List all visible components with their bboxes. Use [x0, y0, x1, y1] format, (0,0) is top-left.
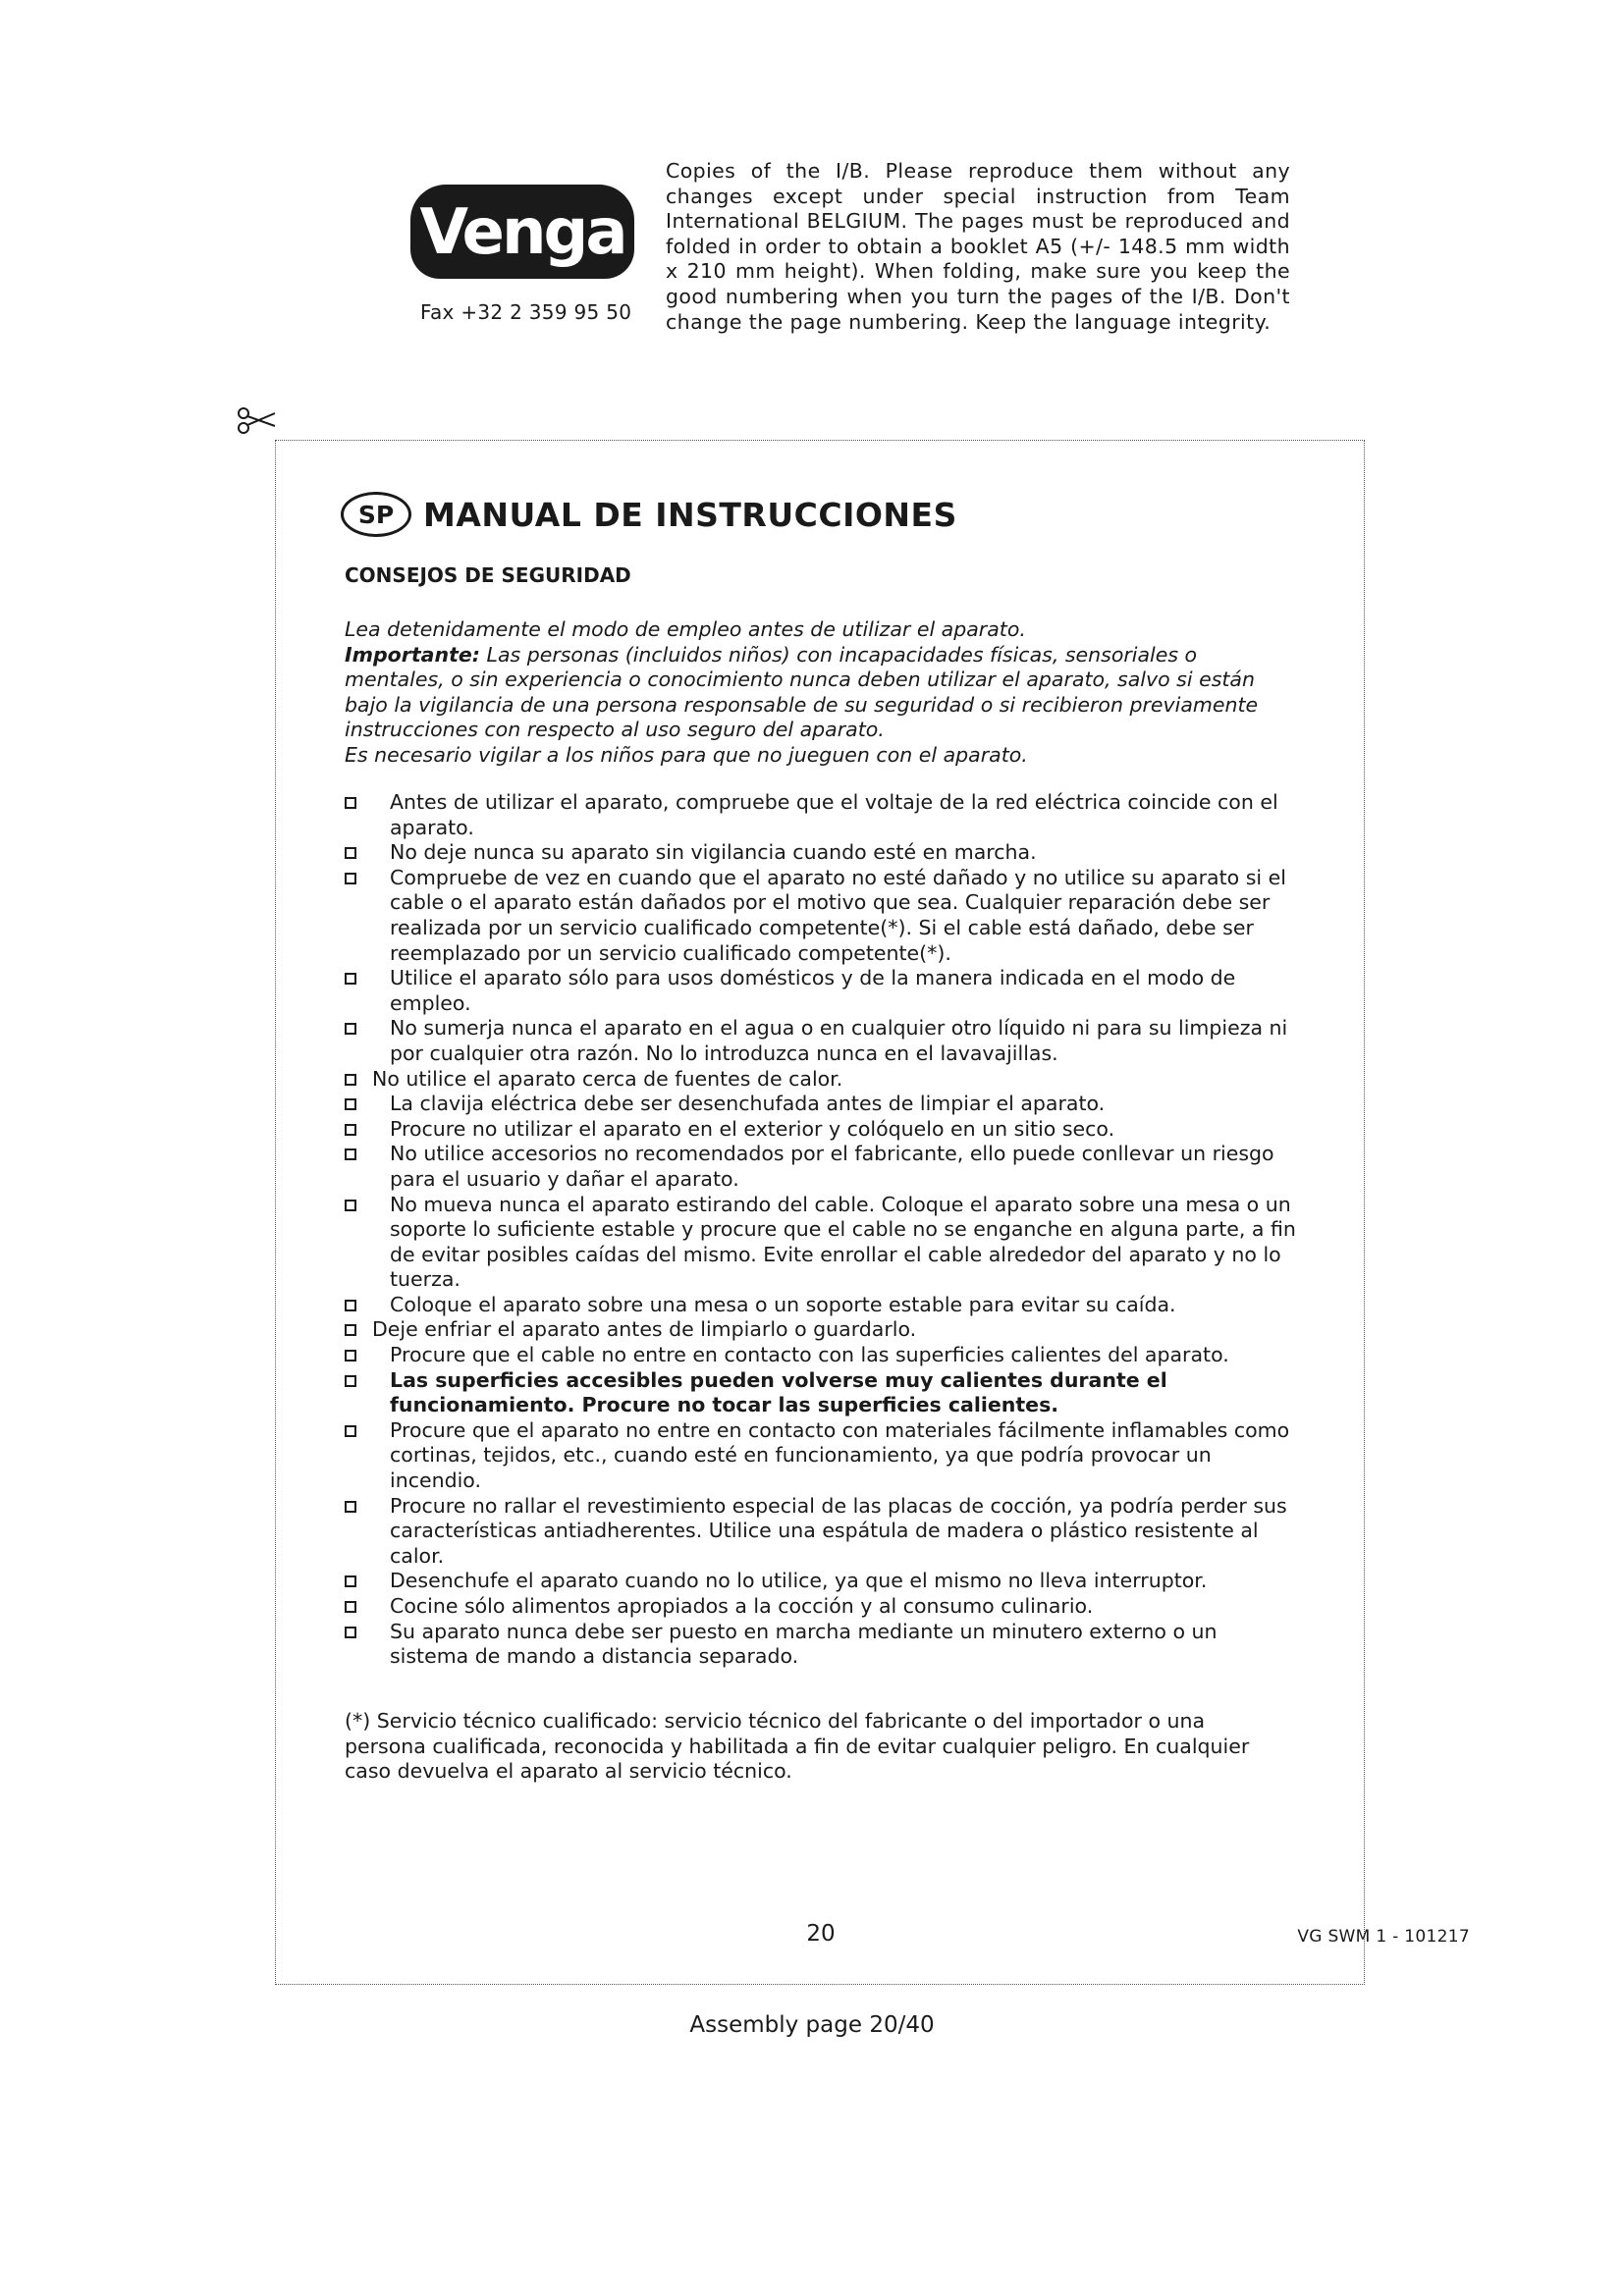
- rule-text: No sumerja nunca el aparato en el agua o en cualquier otro líquido ni para su limpieza ni por cualquier otra razón. No lo introduzca nunca en el lavavajillas.: [390, 1016, 1288, 1065]
- checkbox-icon: [345, 1023, 356, 1035]
- checkbox-icon: [345, 1501, 356, 1513]
- checkbox-icon: [345, 1148, 356, 1160]
- checkbox-icon: [345, 1375, 356, 1387]
- rule-text: Desenchufe el aparato cuando no lo utilice, ya que el mismo no lleva interruptor.: [390, 1569, 1208, 1593]
- checkbox-icon: [345, 1074, 356, 1086]
- checkbox-icon: [345, 1425, 356, 1437]
- service-footnote: (*) Servicio técnico cualificado: servicio técnico del fabricante o del importador o una persona cualificada, reconocida y habilitada a fin de evitar cualquier peligro. En cualquier caso devuelva el aparato al servicio técnico.: [345, 1709, 1250, 1784]
- header: [0, 0, 1624, 353]
- intro-paragraph: [345, 617, 1293, 769]
- list-item: [345, 1620, 1297, 1670]
- section-heading: CONSEJOS DE SEGURIDAD: [345, 563, 631, 587]
- checkbox-icon: [345, 1098, 356, 1110]
- checkbox-icon: [345, 1200, 356, 1211]
- checkbox-icon: [345, 797, 356, 809]
- rule-text: Antes de utilizar el aparato, compruebe que el voltaje de la red eléctrica coincide con el aparato.: [390, 790, 1278, 839]
- checkbox-icon: [345, 973, 356, 985]
- list-item: [345, 966, 1297, 1016]
- rule-text: Las superficies accesibles pueden volverse muy calientes durante el funcionamiento. Procure no tocar las superficies calientes.: [390, 1367, 1167, 1417]
- checkbox-icon: [345, 847, 356, 859]
- rule-text: La clavija eléctrica debe ser desenchufada antes de limpiar el aparato.: [390, 1092, 1106, 1116]
- safety-rules-list: [345, 790, 1297, 1670]
- checkbox-icon: [345, 873, 356, 884]
- venga-logo: [410, 185, 634, 279]
- rule-text: Su aparato nunca debe ser puesto en marcha mediante un minutero externo o un sistema de mando a distancia separado.: [390, 1619, 1218, 1669]
- reproduction-notice: Copies of the I/B. Please reproduce them without any changes except under special instruction from Team International BELGIUM. The pages must be reproduced and folded in order to obtain a booklet A5 (+/- 148.5 mm width x 210 mm height). When folding, make sure you keep the good numbering when you turn the pages of the I/B. Don't change the page numbering. Keep the language integrity.: [666, 159, 1290, 334]
- model-code: VG SWM 1 - 101217: [1297, 1927, 1470, 1947]
- list-item: [345, 1193, 1297, 1293]
- rule-text: Procure no rallar el revestimiento especial de las placas de cocción, ya podría perder sus características antiadherentes. Utilice una espátula de madera o plástico resistente al calor.: [390, 1493, 1287, 1568]
- checkbox-icon: [345, 1575, 356, 1587]
- list-item: [345, 1142, 1297, 1192]
- checkbox-icon: [345, 1324, 356, 1336]
- intro-read: Lea detenidamente el modo de empleo antes de utilizar el aparato.: [345, 617, 1026, 641]
- venga-logo-mark: [410, 185, 634, 279]
- checkbox-icon: [345, 1350, 356, 1362]
- list-item: [345, 790, 1297, 840]
- rule-text: Utilice el aparato sólo para usos domésticos y de la manera indicada en el modo de empleo.: [390, 966, 1236, 1015]
- logo-text: Venga: [419, 196, 625, 269]
- list-item: [345, 840, 1297, 866]
- assembly-page-label: Assembly page 20/40: [689, 2012, 935, 2038]
- rule-text: No utilice el aparato cerca de fuentes de calor.: [372, 1066, 843, 1091]
- list-item: [345, 1594, 1297, 1620]
- rule-text: Cocine sólo alimentos apropiados a la cocción y al consumo culinario.: [390, 1594, 1094, 1618]
- language-badge: SP: [341, 492, 411, 537]
- rule-text: No deje nunca su aparato sin vigilancia cuando esté en marcha.: [390, 840, 1037, 865]
- list-item: [345, 1016, 1297, 1066]
- list-item: [345, 1494, 1297, 1570]
- important-text: Las personas (incluidos niños) con incapacidades físicas, sensoriales o mentales, o sin experiencia o conocimiento nunca deben utilizar el aparato, salvo si están bajo la vigilancia de una persona responsable de su seguridad o si recibieron previamente instrucciones con respecto al uso seguro del aparato.: [345, 642, 1259, 742]
- list-item: [345, 1418, 1297, 1494]
- list-item: [345, 866, 1297, 966]
- checkbox-icon: [345, 1124, 356, 1136]
- rule-text: Coloque el aparato sobre una mesa o un soporte estable para evitar su caída.: [390, 1292, 1176, 1316]
- rule-text: Compruebe de vez en cuando que el aparato no esté dañado y no utilice su aparato si el cable o el aparato están dañados por el motivo que sea. Cualquier reparación debe ser realizada por un servicio cualificado competente(*). Si el cable está dañado, debe ser reemplazado por un servicio cualificado competente(*).: [390, 865, 1286, 965]
- rule-text: Procure que el cable no entre en contacto con las superficies calientes del aparato.: [390, 1343, 1229, 1367]
- rule-text: Procure que el aparato no entre en contacto con materiales fácilmente inflamables como cortinas, tejidos, etc., cuando esté en funcionamiento, ya que podría provocar un incendio.: [390, 1417, 1290, 1493]
- manual-title-row: [341, 492, 957, 537]
- scissors-icon: [236, 404, 277, 438]
- list-item: [345, 1368, 1297, 1418]
- list-item: [345, 1092, 1297, 1117]
- intro-important: [345, 643, 1293, 743]
- rule-text: Deje enfriar el aparato antes de limpiarlo o guardarlo.: [372, 1317, 917, 1342]
- important-label: Importante:: [345, 642, 480, 667]
- cut-sheet: [275, 440, 1470, 1985]
- list-item: [345, 1343, 1297, 1368]
- list-item: [345, 1293, 1297, 1318]
- list-item: [345, 1569, 1297, 1594]
- list-item: [345, 1067, 1297, 1093]
- rule-text: No utilice accesorios no recomendados por el fabricante, ello puede conllevar un riesgo para el usuario y dañar el aparato.: [390, 1142, 1274, 1191]
- checkbox-icon: [345, 1601, 356, 1613]
- checkbox-icon: [345, 1627, 356, 1638]
- list-item: [345, 1117, 1297, 1143]
- page-number: 20: [806, 1921, 836, 1947]
- manual-title: MANUAL DE INSTRUCCIONES: [423, 495, 957, 534]
- checkbox-icon: [345, 1300, 356, 1311]
- rule-text: No mueva nunca el aparato estirando del cable. Coloque el aparato sobre una mesa o un soporte lo suficiente estable y procure que el cable no se enganche en alguna parte, a fin de evitar posibles caídas del mismo. Evite enrollar el cable alrededor del aparato y no lo tuerza.: [390, 1192, 1296, 1292]
- fax-number: Fax +32 2 359 95 50: [420, 300, 632, 324]
- list-item: [345, 1317, 1297, 1343]
- intro-children: Es necesario vigilar a los niños para que no jueguen con el aparato.: [345, 742, 1028, 767]
- rule-text: Procure no utilizar el aparato en el exterior y colóquelo en un sitio seco.: [390, 1116, 1115, 1141]
